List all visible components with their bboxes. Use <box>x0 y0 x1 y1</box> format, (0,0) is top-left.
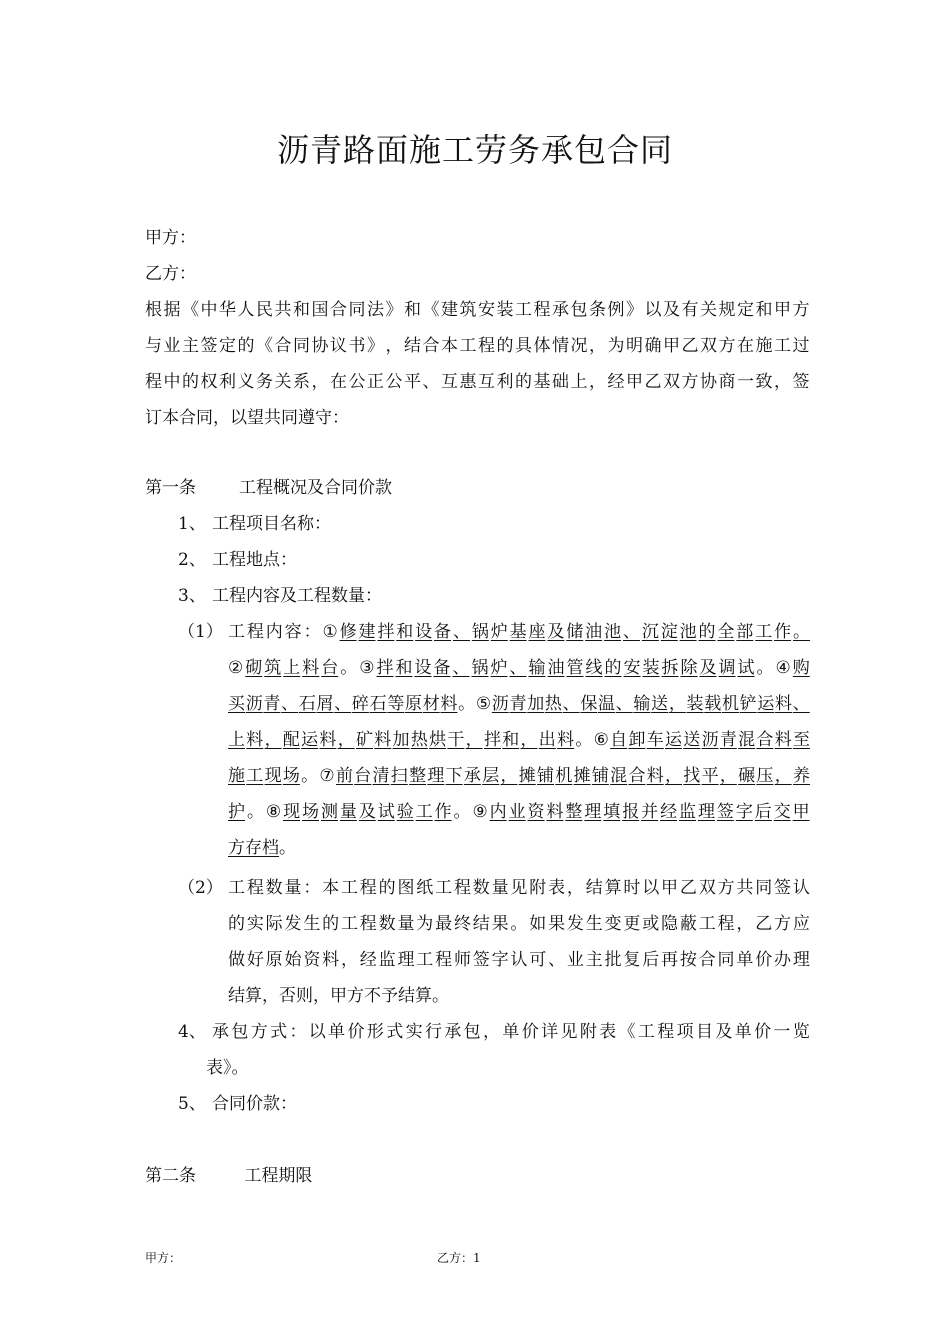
item-number: 1、 <box>178 514 206 534</box>
item-text: 工程内容及工程数量： <box>212 586 382 606</box>
paragraph-line: 程 中 的 权 利 义 务 关 系 ， 在 公 正 公 平 、 互 惠 互 利 的 基 础 上 ， 经 甲 乙 双 方 协 商 一 致 ， 签 <box>145 372 810 392</box>
article-title: 工程期限 <box>244 1166 313 1186</box>
party-a-label: 甲方： <box>145 228 196 248</box>
clause-first-line <box>178 614 810 650</box>
list-item <box>178 506 810 542</box>
footer-party-a: 甲方： <box>145 1251 182 1265</box>
list-item <box>178 578 810 614</box>
page-title: 沥青路面施工劳务承包合同 <box>276 131 673 169</box>
paragraph-line: 方 存 档 。 <box>228 838 296 858</box>
contract-price-item <box>178 1086 297 1122</box>
item-text-line: 承 包 方 式 ： 以 单 价 形 式 实 行 承 包 ， 单 价 详 见 附 表 《 工 程 项 目 及 单 价 一 览 <box>212 1022 810 1042</box>
contract-method-item <box>178 1014 810 1086</box>
article-number: 第一条 <box>145 478 196 498</box>
clause-number: （1） <box>178 622 223 642</box>
paragraph-line: 与 业 主 签 定 的 《 合 同 协 议 书 》 ， 结 合 本 工 程 的 具 体 情 况 ， 为 明 确 甲 乙 双 方 在 施 工 过 <box>145 336 810 356</box>
clause-continuation <box>228 650 810 866</box>
article-1-heading <box>145 470 810 506</box>
paragraph-line: 施 工 现 场 。 ⑦ 前 台 清 扫 整 理 下 承 层 ， 摊 铺 机 摊 铺 混 合 料 ， 找 平 ， 碾 压 ， 养 <box>228 766 810 786</box>
paragraph-line: 工 程 内 容 ： ① 修 建 拌 和 设 备 、 锅 炉 基 座 及 储 油 池 、 沉 淀 池 的 全 部 工 作 。 <box>228 622 810 642</box>
article-2-heading <box>145 1158 312 1194</box>
footer-party-b-page-number: 乙方：1 <box>437 1251 481 1265</box>
paragraph-line: 根 据 《 中 华 人 民 共 和 国 合 同 法 》 和 《 建 筑 安 装 工 程 承 包 条 例 》 以 及 有 关 规 定 和 甲 方 <box>145 300 810 320</box>
paragraph-line: 上 料 ， 配 运 料 ， 矿 料 加 热 烘 干 ， 拌 和 ， 出 料 。 ⑥ 自 卸 车 运 送 沥 青 混 合 料 至 <box>228 730 810 750</box>
clause-continuation <box>228 906 810 1014</box>
paragraph-line: 工 程 数 量 ： 本 工 程 的 图 纸 工 程 数 量 见 附 表 ， 结 算 时 以 甲 乙 双 方 共 同 签 认 <box>228 878 810 898</box>
item-number: 4、 <box>178 1022 206 1042</box>
paragraph-line: 订本合同，以望共同遵守： <box>145 408 349 428</box>
party-b-label: 乙方： <box>145 264 196 284</box>
paragraph-line: 的 实 际 发 生 的 工 程 数 量 为 最 终 结 果 。 如 果 发 生 变 更 或 隐 蔽 工 程 ， 乙 方 应 <box>228 914 810 934</box>
paragraph-line: 做 好 原 始 资 料 ， 经 监 理 工 程 师 签 字 认 可 、 业 主 批 复 后 再 按 合 同 单 价 办 理 <box>228 950 810 970</box>
intro-paragraph <box>145 292 810 436</box>
article-title: 工程概况及合同价款 <box>239 478 392 498</box>
item-text: 工程项目名称： <box>212 514 331 534</box>
item-text: 工程地点： <box>212 550 297 570</box>
item-number: 2、 <box>178 550 206 570</box>
paragraph-line: 护 。 ⑧ 现 场 测 量 及 试 验 工 作 。 ⑨ 内 业 资 料 整 理 填 报 并 经 监 理 签 字 后 交 甲 <box>228 802 810 822</box>
item-number: 3、 <box>178 586 206 606</box>
item-text: 合同价款： <box>212 1094 297 1114</box>
paragraph-line: ② 砌 筑 上 料 台 。 ③ 拌 和 设 备 、 锅 炉 、 输 油 管 线 的 安 装 拆 除 及 调 试 。 ④ 购 <box>228 658 810 678</box>
list-item <box>178 542 810 578</box>
clause-number: （2） <box>178 878 223 898</box>
article-number: 第二条 <box>145 1166 196 1186</box>
item-text-line: 表》。 <box>206 1058 249 1078</box>
clause-first-line <box>178 870 810 906</box>
parties-block <box>145 220 810 292</box>
work-content-clause <box>178 614 810 866</box>
item-number: 5、 <box>178 1094 206 1114</box>
paragraph-line: 结算，否则，甲方不予结算。 <box>228 986 449 1006</box>
paragraph-line: 买 沥 青 、 石 屑 、 碎 石 等 原 材 料 。 ⑤ 沥 青 加 热 、 保 温 、 输 送 ， 装 载 机 铲 运 料 、 <box>228 694 810 714</box>
article-1-items <box>178 506 810 614</box>
work-quantity-clause <box>178 870 810 1014</box>
